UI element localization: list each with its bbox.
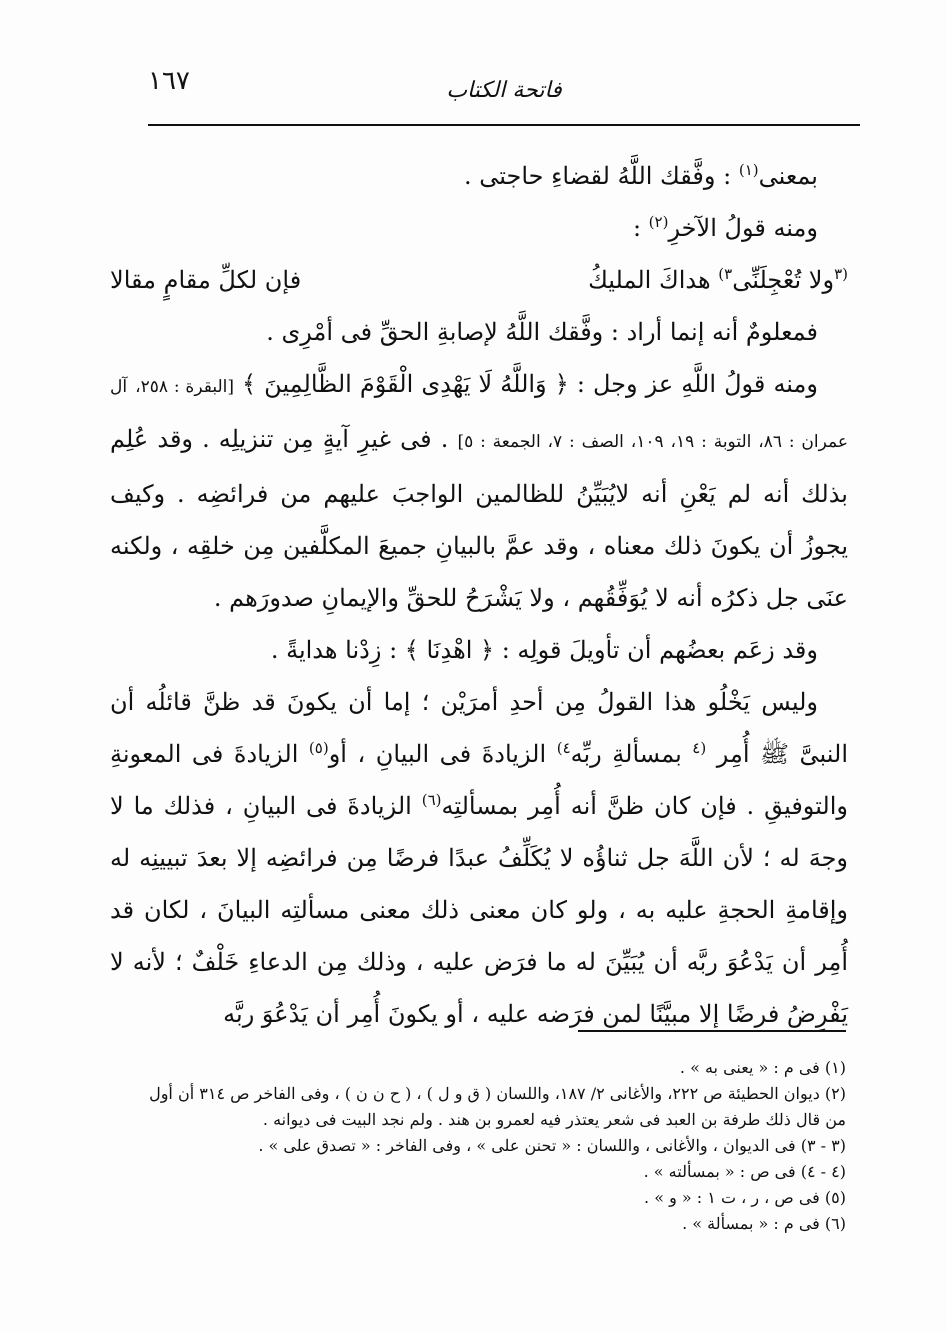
footnote-marker: (٦) [421, 791, 442, 809]
text-span: ومنه قولُ اللَّهِ عز وجل : ﴿ وَاللَّهُ لَا يَهْدِى الْقَوْمَ الظَّالِمِينَ ﴾ [234, 370, 818, 398]
footnote-marker: (٣ [834, 265, 848, 283]
footnote-separator [578, 1030, 846, 1032]
poetry-verse [110, 254, 848, 306]
text-span: : وفَّقك اللَّهُ لقضاءِ حاجتى . [464, 162, 739, 190]
text-span: الزيادةَ فى المعونةِ والتوفيقِ . فإن كان ظنَّ أنه أُمِر بمسألتِه [110, 740, 849, 820]
footnote-marker: ٤) [556, 739, 571, 757]
footnote: (٤ - ٤) فى ص : « بمسألته » . [643, 1162, 846, 1181]
footnote-marker: (٢) [648, 213, 669, 231]
quran-reference: آل عمران : ٨٦، التوبة : ١٩، ١٠٩، الصف : ٧، الجمعة : ٥] [110, 377, 848, 452]
body-line: فمعلومٌ أنه إنما أراد : وفَّقك اللَّهُ لإصابةِ الحقِّ فى أمْرِى . [266, 318, 818, 346]
body-paragraph: وقد زعَم بعضُهم أن تأويلَ قولِه : ﴿ اهْدِنَا ﴾ : زِدْنا هدايةً . [270, 636, 818, 664]
footnote: (٦) فى م : « بمسألة » . [682, 1214, 846, 1233]
footnotes [130, 1055, 846, 1237]
body-text [110, 150, 848, 1040]
body-paragraph [110, 676, 848, 1040]
page-number: ١٦٧ [148, 66, 190, 96]
text-span: الزيادةَ فى البيانِ ، أو [328, 740, 557, 768]
text-span: الزيادةَ فى البيانِ ، فذلك ما لا وجهَ له ؛ لأن اللَّهَ جل ثناؤُه لا يُكَلِّفُ عبدًا فرضًا مِن فرائضِه إلا بعدَ تبيينِه له وإقامةِ الحجةِ عليه به ، ولو كان معنى ذلك معنى مسألتِه البيانَ ، لكان قد أُمِر أن يَدْعُوَ ربَّه أن يُبَيِّنَ له ما فرَض عليه ، وذلك مِن الدعاءِ خَلْفٌ ؛ لأنه لا يَفْرِضُ فرضًا إلا مبيَّنًا لمن فرَضه عليه ، أو يكونَ أُمِر أن يَدْعُوَ ربَّه [110, 792, 849, 1028]
body-line [110, 202, 848, 254]
verse-first-hemistich [588, 254, 848, 306]
text-span: بمعنى [758, 162, 818, 190]
text-span: : [632, 214, 649, 242]
footnote: (١) فى م : « يعنى به » . [679, 1058, 846, 1077]
body-line [110, 358, 848, 624]
text-span: بمسألةِ ربِّه [570, 740, 693, 768]
verse-second-hemistich: فإن لكلِّ مقامٍ مقالا [110, 266, 302, 294]
footnote-marker: (١) [738, 161, 759, 179]
text-span: وليس يَخْلُو هذا القولُ مِن أحدِ أمرَيْن ؛ إما أن يكونَ قد ظنَّ قائلُه أن النبىَّ ﷺ أُمِر [110, 688, 849, 768]
footnote-marker: (٥) [308, 739, 329, 757]
quran-reference: [البقرة : ٢٥٨، [135, 377, 234, 397]
footnote-marker: (٤ [692, 739, 707, 757]
text-span: ولا تُعْجِلَنِّى [732, 266, 835, 294]
header-rule [148, 124, 860, 126]
running-title: فاتحة الكتاب [446, 78, 562, 103]
footnote: (٥) فى ص ، ر ، ت ١ : « و » . [644, 1188, 846, 1207]
text-span: عُلِم بذلك أنه لم يَعْنِ أنه لايُبَيِّنُ للظالمين الواجبَ عليهم من فرائضِه . وكيف يجوزُ أن يكونَ ذلك معناه ، وقد عمَّ بالبيانِ جميعَ المكلَّفين مِن خلقِه ، ولكنه عنَى جل ذكرُه أنه لا يُوَفِّقُهم ، ولا يَشْرَحُ للحقِّ والإيمانِ صدورَهم . [110, 425, 848, 612]
page-header [148, 58, 860, 128]
footnote: (٣ - ٣) فى الديوان ، والأغانى ، واللسان : « تحنن على » ، وفى الفاخر : « تصدق على » . [258, 1136, 846, 1155]
footnote-marker: ٣) [718, 265, 733, 283]
body-line [110, 150, 848, 202]
footnote: (٢) ديوان الحطيئة ص ٢٢٢، والأغانى ٢/ ١٨٧، واللسان ( ق و ل ) ، ( ح ن ن ) ، وفى الفاخر ص ٣١٤ أن أول من قال ذلك طرفة بن العبد فى شعر يعتذر فيه لعمرو بن هند . ولم نجد البيت فى ديوانه . [149, 1084, 846, 1129]
text-span: . فى غيرِ آيةٍ مِن تنزيلِه . وقد [157, 425, 458, 453]
text-span: ومنه قولُ الآخرِ [668, 214, 818, 242]
text-span: هداكَ المليكُ [588, 266, 719, 294]
